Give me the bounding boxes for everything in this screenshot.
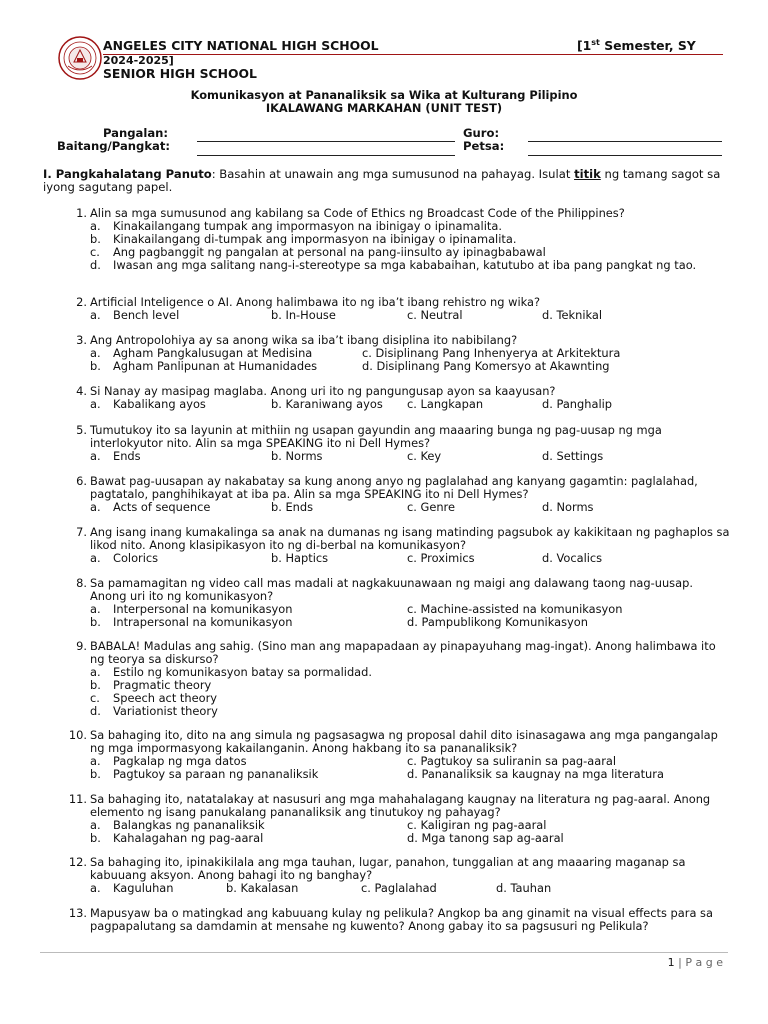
- pangalan-label: Pangalan:: [103, 126, 169, 140]
- general-instruction: I. Pangkahalatang Panuto: Basahin at unawain ang mga sumusunod na pahayag. Isulat titik ng tamang sagot sa iyong sagutang papel.: [43, 167, 721, 194]
- page-footer: 1 | P a g e: [667, 956, 723, 969]
- options-row[interactable]: b. Pagtukoy sa paraan ng pananaliksik d. Pananaliksik sa kaugnay na mga literatura: [90, 767, 664, 781]
- options-row[interactable]: a. Balangkas ng pananaliksik c. Kaligiran ng pag-aaral: [90, 818, 547, 832]
- question-13: 13. Mapusyaw ba o matingkad ang kabuuang kulay ng pelikula? Angkop ba ang ginamit na visual effects para sa pagpapalutang sa damdamin at mensahe ng kuwento? Anong gabay ito sa pagsusuri ng Pelikula?: [68, 906, 713, 933]
- question-4: 4. Si Nanay ay masipag maglaba. Anong uri ito ng pangungusap ayon sa kaayusan? a. Kabalikang ayos b. Karaniwang ayos c. Langkapan d. Panghalip: [43, 385, 733, 411]
- school-seal-icon: [58, 36, 102, 80]
- semester-label: [1st Semester, SY: [577, 38, 696, 53]
- guro-field[interactable]: [528, 141, 722, 142]
- option-d[interactable]: d. Iwasan ang mga salitang nang-i-stereotype sa mga kababaihan, katutubo at iba pang pangkat ng tao.: [90, 258, 697, 272]
- exam-title: IKALAWANG MARKAHAN (UNIT TEST): [265, 101, 503, 115]
- question-10: 10. Sa bahaging ito, dito na ang simula ng pagsasagwa ng proposal dahil dito isinasagawa ang mga pangangalap ng mga impormasyong kakailanganin. Anong hakbang ito sa pananaliksik? a. Pagkalap ng mga datos c. Pagtukoy sa suliranin sa pag-aaral b. Pagtukoy sa paraan ng pananaliksik d. Pananaliksik sa kaugnay na mga literatura: [43, 729, 733, 781]
- options-row[interactable]: a. Kaguluhan b. Kakalasan c. Paglalahad d. Tauhan: [90, 881, 552, 895]
- question-3: 3. Ang Antropolohiya ay sa anong wika sa iba’t ibang disiplina ito nabibilang? a. Agham Pangkalusugan at Medisina c. Disiplinang Pang Inhenyerya at Arkitektura b. Agham Panlipunan at Humanidades d. Disiplinang Pang Komersyo at Akawnting: [43, 334, 733, 373]
- options-row[interactable]: a. Kabalikang ayos b. Karaniwang ayos c. Langkapan d. Panghalip: [90, 397, 613, 411]
- options-row[interactable]: a. Pagkalap ng mga datos c. Pagtukoy sa suliranin sa pag-aaral: [90, 754, 617, 768]
- option-c[interactable]: c. Ang pagbanggit ng pangalan at personal na pang-iinsulto ay ipinagbabawal: [90, 245, 546, 259]
- options-row[interactable]: a. Agham Pangkalusugan at Medisina c. Disiplinang Pang Inhenyerya at Arkitektura: [90, 346, 621, 360]
- option-a[interactable]: a. Kinakailangang tumpak ang impormasyon na ibinigay o ipinamalita.: [90, 219, 502, 233]
- options-row[interactable]: b. Kahalagahan ng pag-aaral d. Mga tanong sap ag-aaral: [90, 831, 564, 845]
- options-row[interactable]: a. Acts of sequence b. Ends c. Genre d. Norms: [90, 500, 594, 514]
- option-a[interactable]: a. Estilo ng komunikasyon batay sa pormalidad.: [90, 665, 373, 679]
- options-row[interactable]: a. Ends b. Norms c. Key d. Settings: [90, 449, 604, 463]
- option-d[interactable]: d. Variationist theory: [90, 704, 218, 718]
- question-5: 5. Tumutukoy ito sa layunin at mithiin ng usapan gayundin ang maaaring bunga ng pag-uusap ng mga interlokyutor nito. Alin sa mga SPEAKING ito ni Dell Hymes? a. Ends b. Norms c. Key d. Settings: [43, 424, 733, 463]
- subject-title: Komunikasyon at Pananaliksik sa Wika at Kulturang Pilipino: [190, 88, 578, 102]
- options-row[interactable]: a. Interpersonal na komunikasyon c. Machine-assisted na komunikasyon: [90, 602, 623, 616]
- option-b[interactable]: b. Pragmatic theory: [90, 678, 212, 692]
- options-row[interactable]: b. Intrapersonal na komunikasyon d. Pampublikong Komunikasyon: [90, 615, 588, 629]
- options-row[interactable]: a. Colorics b. Haptics c. Proximics d. Vocalics: [90, 551, 603, 565]
- question-8: 8. Sa pamamagitan ng video call mas madali at nagkakuunawaan ng maigi ang dalawang taong nag-uusap. Anong uri ito ng komunikasyon? a. Interpersonal na komunikasyon c. Machine-assisted na komunikasyon b. Intrapersonal na komunikasyon d. Pampublikong Komunikasyon: [43, 577, 733, 629]
- baitang-label: Baitang/Pangkat:: [57, 139, 171, 153]
- guro-label: Guro:: [463, 126, 500, 140]
- question-11: 11. Sa bahaging ito, natatalakay at nasusuri ang mga mahahalagang kaugnay na literatura ng pag-aaral. Anong elemento ng isang panukalang pananaliksik ang tinutukoy ng pahayag? a. Balangkas ng pananaliksik c. Kaligiran ng pag-aaral b. Kahalagahan ng pag-aaral d. Mga tanong sap ag-aaral: [43, 793, 733, 845]
- question-6: 6. Bawat pag-uusapan ay nakabatay sa kung anong anyo ng paglalahad ang kanyang gagamtin: paglalahad, pagtatalo, panghihikayat at iba pa. Alin sa mga SPEAKING ito ni Dell Hymes? a. Acts of sequence b. Ends c. Genre d. Norms: [43, 475, 733, 514]
- baitang-field[interactable]: [197, 155, 455, 156]
- option-c[interactable]: c. Speech act theory: [90, 691, 217, 705]
- petsa-label: Petsa:: [463, 139, 505, 153]
- header-divider: [103, 54, 723, 55]
- question-7: 7. Ang isang inang kumakalinga sa anak na dumanas ng isang matinding pagsubok ay kakikitaan ng paghaplos sa likod nito. Anong klasipikasyon ito ng di-berbal na komunikasyon? a. Colorics b. Haptics c. Proximics d. Vocalics: [43, 526, 733, 565]
- question-2: 2. Artificial Inteligence o AI. Anong halimbawa ito ng iba’t ibang rehistro ng wika? a. Bench level b. In-House c. Neutral d. Teknikal: [43, 296, 733, 322]
- petsa-field[interactable]: [528, 155, 722, 156]
- options-row[interactable]: b. Agham Panlipunan at Humanidades d. Disiplinang Pang Komersyo at Akawnting: [90, 359, 610, 373]
- pangalan-field[interactable]: [197, 141, 455, 142]
- footer-divider: [40, 952, 728, 953]
- options-row[interactable]: a. Bench level b. In-House c. Neutral d. Teknikal: [90, 308, 603, 322]
- option-b[interactable]: b. Kinakailangang di-tumpak ang impormasyon na ibinigay o ipinamalita.: [90, 232, 517, 246]
- question-9: 9. BABALA! Madulas ang sahig. (Sino man ang mapapadaan ay pinapayuhang mag-ingat). Anong halimbawa ito ng teorya sa diskurso? a. Estilo ng komunikasyon batay sa pormalidad. b. Pragmatic theory c. Speech act theory d. Variationist theory: [43, 640, 733, 718]
- question-12: 12. Sa bahaging ito, ipinakikilala ang mga tauhan, lugar, panahon, tunggalian at ang maaaring maganap sa kabuuang aksyon. Anong bahagi ito ng banghay? a. Kaguluhan b. Kakalasan c. Paglalahad d. Tauhan: [43, 856, 733, 895]
- question-1: 1. Alin sa mga sumusunod ang kabilang sa Code of Ethics ng Broadcast Code of the Philippines? a. Kinakailangang tumpak ang impormasyon na ibinigay o ipinamalita. b. Kinakailangang di-tumpak ang impormasyon na ibinigay o ipinamalita. c. Ang pagbanggit ng pangalan at personal na pang-iinsulto ay ipinagbabawal d. Iwasan ang mga salitang nang-i-stereotype sa mga kababaihan, katutubo at iba pang pangkat ng tao.: [43, 207, 733, 285]
- school-year: 2024-2025]: [103, 54, 174, 67]
- division-name: SENIOR HIGH SCHOOL: [103, 66, 257, 81]
- school-name: ANGELES CITY NATIONAL HIGH SCHOOL: [103, 38, 379, 53]
